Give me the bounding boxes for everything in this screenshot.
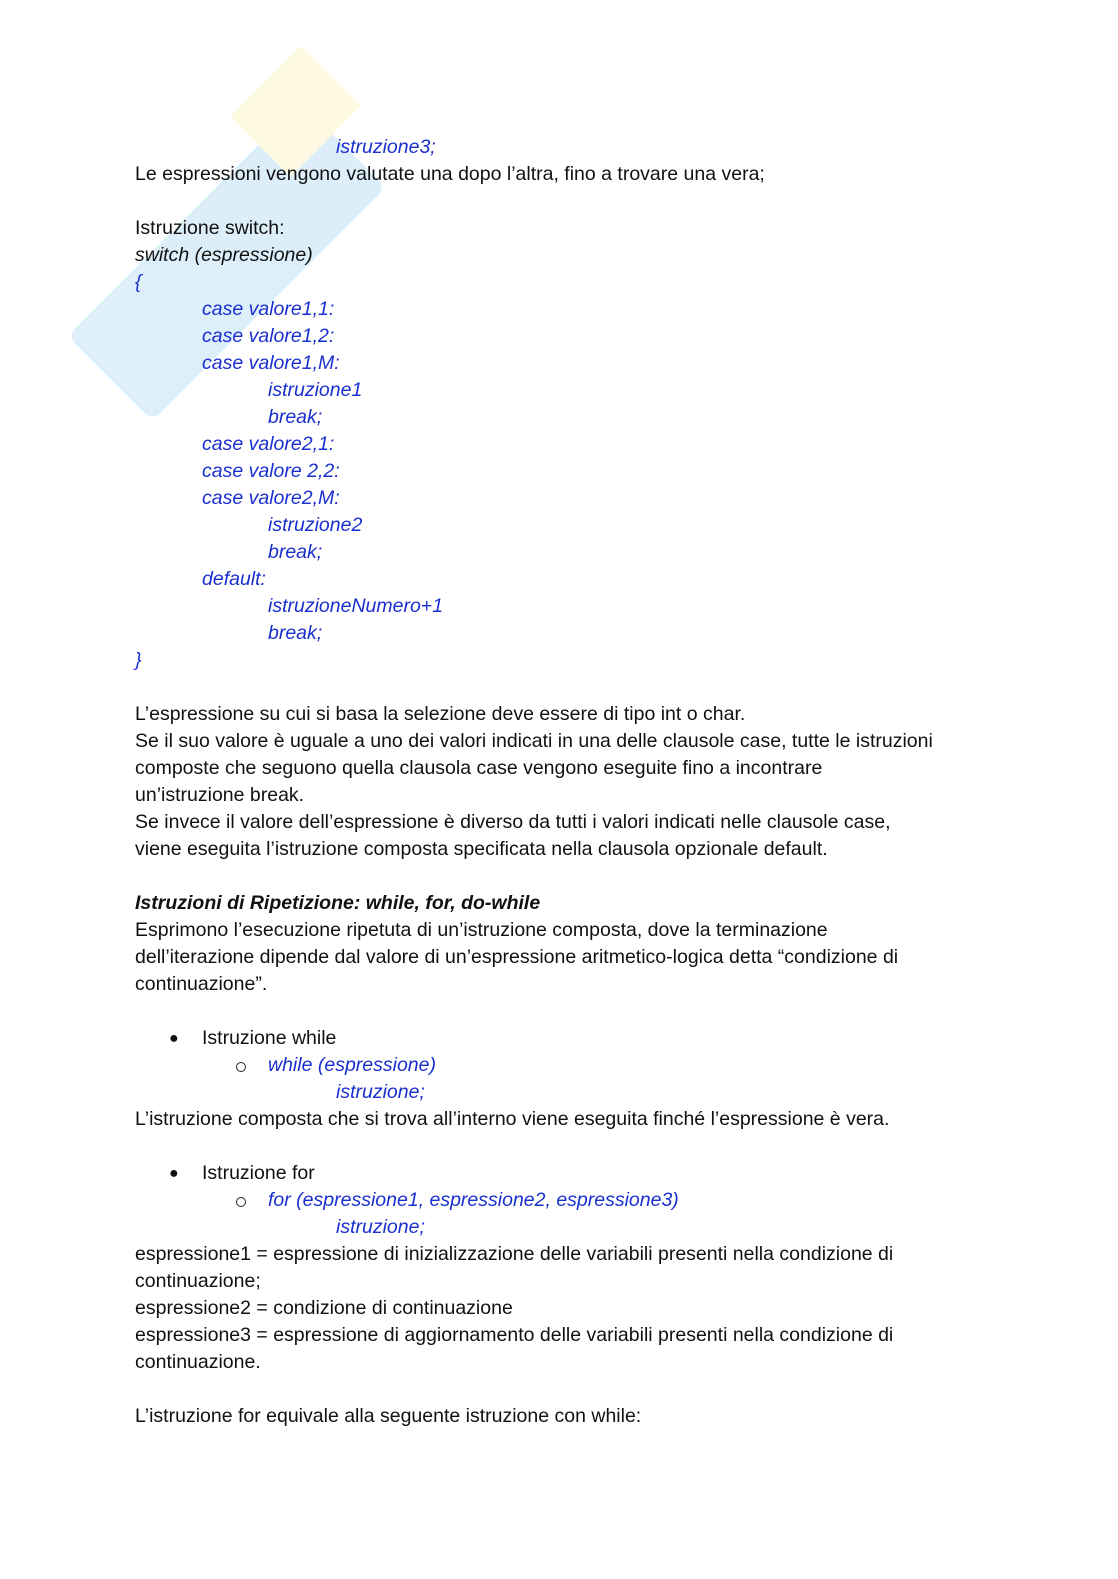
paragraph-line: Se invece il valore dell’espressione è diverso da tutti i valori indicati nelle clausole case, bbox=[135, 811, 891, 833]
code-line: case valore2,M: bbox=[202, 487, 340, 509]
paragraph-line: L’istruzione for equivale alla seguente istruzione con while: bbox=[135, 1405, 642, 1427]
code-line: for (espressione1, espressione2, espressione3) bbox=[268, 1189, 679, 1211]
code-line: break; bbox=[268, 406, 323, 428]
paragraph-line: Esprimono l’esecuzione ripetuta di un’istruzione composta, dove la terminazione bbox=[135, 919, 828, 941]
code-line: } bbox=[135, 649, 142, 671]
code-line: while (espressione) bbox=[268, 1054, 436, 1076]
paragraph-line: continuazione”. bbox=[135, 973, 268, 995]
paragraph-line: dell’iterazione dipende dal valore di un’espressione aritmetico-logica detta “condizione di bbox=[135, 946, 899, 968]
code-line: istruzione; bbox=[336, 1081, 425, 1103]
paragraph-line: un’istruzione break. bbox=[135, 784, 305, 806]
code-line: istruzione; bbox=[336, 1216, 425, 1238]
paragraph-line: composte che seguono quella clausola case vengono eseguite fino a incontrare bbox=[135, 757, 823, 779]
bullet-circle-icon bbox=[236, 1062, 246, 1072]
bullet-dot-icon: ● bbox=[169, 1030, 179, 1047]
code-line: istruzione3; bbox=[336, 136, 436, 158]
code-line: break; bbox=[268, 541, 323, 563]
code-line: default: bbox=[202, 568, 266, 590]
paragraph-line: espressione2 = condizione di continuazione bbox=[135, 1297, 513, 1319]
code-line: { bbox=[135, 271, 142, 293]
code-line: istruzioneNumero+1 bbox=[268, 595, 444, 617]
paragraph-line: L’istruzione composta che si trova all’interno viene eseguita finché l’espressione è vera. bbox=[135, 1108, 890, 1130]
bullet-dot-icon: ● bbox=[169, 1165, 179, 1182]
code-line: switch (espressione) bbox=[135, 244, 313, 266]
paragraph-line: continuazione; bbox=[135, 1270, 261, 1292]
paragraph-line: viene eseguita l’istruzione composta specificata nella clausola opzionale default. bbox=[135, 838, 828, 860]
bullet-circle-icon bbox=[236, 1197, 246, 1207]
section-heading: Istruzioni di Ripetizione: while, for, do-while bbox=[135, 892, 541, 914]
paragraph-line: espressione3 = espressione di aggiornamento delle variabili presenti nella condizione di bbox=[135, 1324, 894, 1346]
paragraph-line: Le espressioni vengono valutate una dopo l’altra, fino a trovare una vera; bbox=[135, 163, 765, 185]
section-label: Istruzione switch: bbox=[135, 217, 285, 239]
code-line: case valore2,1: bbox=[202, 433, 335, 455]
list-item: Istruzione for bbox=[202, 1162, 315, 1184]
code-line: break; bbox=[268, 622, 323, 644]
paragraph-line: espressione1 = espressione di inizializzazione delle variabili presenti nella condizione di bbox=[135, 1243, 894, 1265]
paragraph-line: continuazione. bbox=[135, 1351, 261, 1373]
paragraph-line: Se il suo valore è uguale a uno dei valori indicati in una delle clausole case, tutte le istruzioni bbox=[135, 730, 933, 752]
list-item: Istruzione while bbox=[202, 1027, 337, 1049]
code-line: case valore1,1: bbox=[202, 298, 335, 320]
code-line: case valore1,M: bbox=[202, 352, 340, 374]
code-line: istruzione2 bbox=[268, 514, 363, 536]
code-line: case valore1,2: bbox=[202, 325, 335, 347]
code-line: istruzione1 bbox=[268, 379, 363, 401]
paragraph-line: L’espressione su cui si basa la selezione deve essere di tipo int o char. bbox=[135, 703, 746, 725]
code-line: case valore 2,2: bbox=[202, 460, 340, 482]
